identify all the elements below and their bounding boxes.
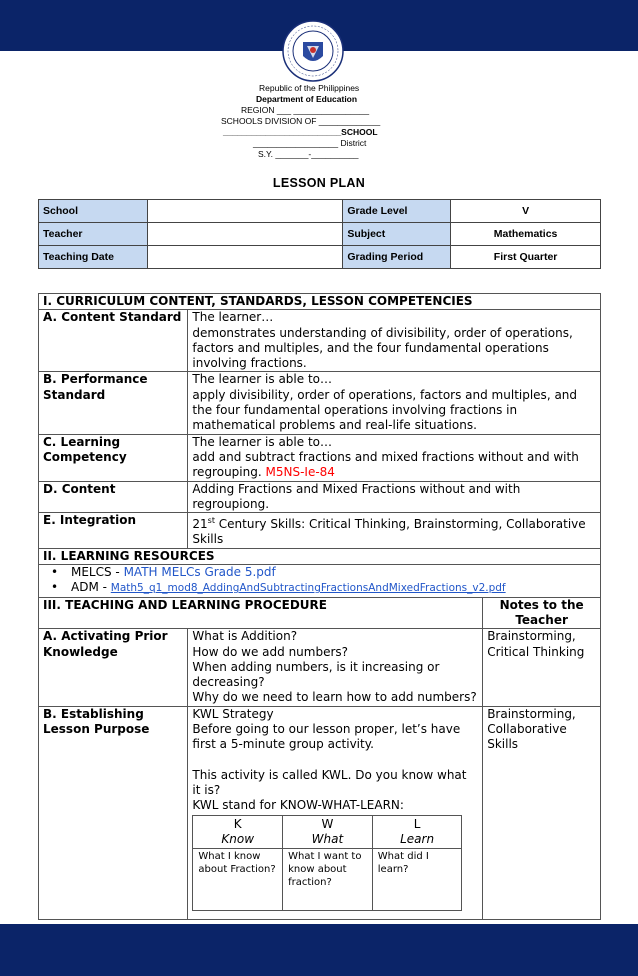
teacher-label: Teacher <box>39 223 148 246</box>
lesson-plan-table <box>38 293 601 920</box>
learning-competency-body <box>192 450 596 481</box>
teacher-value <box>147 223 343 246</box>
kwl-strategy-title: KWL Strategy <box>192 706 274 721</box>
content-standard-label: A. Content Standard <box>39 310 188 372</box>
republic-line: Republic of the Philippines <box>259 83 360 93</box>
bullet-icon: • <box>51 580 59 595</box>
district-line: __________________ District <box>253 138 367 148</box>
info-row-date <box>39 246 601 269</box>
activating-knowledge-cell <box>188 629 483 706</box>
resources-heading-row <box>39 548 601 564</box>
content-standard-text: demonstrates understanding of divisibility, order of operations, factors and multiples, and the four fundamental operations involving fractions. <box>192 325 573 371</box>
integration-row <box>39 513 601 549</box>
kwl-l-header <box>372 815 462 848</box>
performance-standard-text: apply divisibility, order of operations, factors and multiples, and the four fundamental operations involving fractions in mathematical problems and real-life situations. <box>192 387 578 433</box>
procedure-heading-row <box>39 597 601 629</box>
division-line: SCHOOLS DIVISION OF _____________ <box>221 116 381 126</box>
learning-competency-row <box>39 434 601 481</box>
learning-competency-text: add and subtract fractions and mixed fractions without and with regrouping. <box>192 449 579 480</box>
grading-period-value: First Quarter <box>451 246 601 269</box>
school-label: School <box>39 200 148 223</box>
school-value <box>147 200 343 223</box>
lesson-purpose-notes: Brainstorming, Collaborative Skills <box>483 706 601 919</box>
learning-competency-cell <box>188 434 601 481</box>
melcs-link[interactable]: MATH MELCs Grade 5.pdf <box>123 565 276 580</box>
teaching-date-label: Teaching Date <box>39 246 148 269</box>
performance-standard-intro: The learner is able to… <box>192 372 333 387</box>
integration-text: Century Skills: Critical Thinking, Brainstorming, Collaborative Skills <box>192 517 586 547</box>
integration-number: 21 <box>192 517 208 532</box>
lesson-plan-title: LESSON PLAN <box>272 176 366 190</box>
competency-code: M5NS-Ie-84 <box>265 465 335 480</box>
school-line: _________________________SCHOOL <box>223 127 378 137</box>
activating-knowledge-label: A. Activating Prior Knowledge <box>39 629 188 706</box>
learning-competency-intro: The learner is able to… <box>192 434 333 449</box>
question-3: When adding numbers, is it increasing or decreasing? <box>192 659 440 690</box>
kwl-definition: KWL stand for KNOW-WHAT-LEARN: <box>192 798 404 813</box>
integration-suffix: st <box>207 516 215 526</box>
region-line: REGION ___ ________________ <box>241 105 370 115</box>
resources-list-row <box>39 565 601 598</box>
lesson-info-table <box>38 199 601 269</box>
kwl-k-letter: K <box>233 816 242 831</box>
melcs-prefix: MELCS - <box>71 565 124 580</box>
content-label: D. Content <box>39 481 188 513</box>
curriculum-heading: I. CURRICULUM CONTENT, STANDARDS, LESSON COMPETENCIES <box>39 294 601 310</box>
bullet-icon: • <box>51 565 59 580</box>
lesson-purpose-label: B. Establishing Lesson Purpose <box>39 706 188 919</box>
activating-knowledge-row <box>39 629 601 706</box>
lesson-purpose-row <box>39 706 601 919</box>
resources-heading: II. LEARNING RESOURCES <box>39 548 601 564</box>
resource-item-adm <box>43 580 596 596</box>
kwl-k-header <box>193 815 283 848</box>
school-year-line: S.Y. _______-__________ <box>258 149 359 159</box>
learning-competency-label: C. Learning Competency <box>39 434 188 481</box>
kwl-activity: This activity is called KWL. Do you know what it is? <box>192 767 467 797</box>
activating-knowledge-notes: Brainstorming, Critical Thinking <box>483 629 601 706</box>
kwl-w-prompt: What I want to know about fraction? <box>283 848 373 910</box>
content-standard-row <box>39 310 601 372</box>
kwl-header-row <box>193 815 462 848</box>
notes-heading: Notes to the Teacher <box>483 597 601 629</box>
kwl-table <box>192 815 462 911</box>
question-1: What is Addition? <box>192 629 298 644</box>
kwl-l-letter: L <box>413 816 421 831</box>
grading-period-label: Grading Period <box>343 246 451 269</box>
curriculum-heading-row <box>39 294 601 310</box>
kwl-k-word: Know <box>221 831 255 846</box>
info-row-school <box>39 200 601 223</box>
kwl-w-word: What <box>311 831 344 846</box>
content-text: Adding Fractions and Mixed Fractions without and with regroupiong. <box>188 481 601 513</box>
bottom-banner <box>0 924 638 976</box>
question-4: Why do we need to learn how to add numbers? <box>192 690 477 705</box>
content-row <box>39 481 601 513</box>
teaching-date-value <box>147 246 343 269</box>
grade-level-value: V <box>451 200 601 223</box>
integration-label: E. Integration <box>39 513 188 549</box>
content-standard-intro: The learner… <box>192 310 274 325</box>
question-2: How do we add numbers? <box>192 644 349 659</box>
department-line: Department of Education <box>256 94 358 104</box>
resource-item-melcs <box>43 565 596 580</box>
performance-standard-row <box>39 372 601 434</box>
lesson-purpose-cell <box>188 706 483 919</box>
deped-seal-logo <box>282 20 344 82</box>
integration-cell <box>188 513 601 549</box>
performance-standard-cell <box>188 372 601 434</box>
adm-link[interactable]: Math5_q1_mod8_AddingAndSubtractingFractionsAndMixedFractions_v2.pdf <box>110 582 506 595</box>
kwl-l-prompt: What did I learn? <box>372 848 462 910</box>
procedure-heading: III. TEACHING AND LEARNING PROCEDURE <box>39 597 483 629</box>
resources-list <box>39 565 601 598</box>
grade-level-label: Grade Level <box>343 200 451 223</box>
info-row-teacher <box>39 223 601 246</box>
kwl-w-header <box>283 815 373 848</box>
subject-label: Subject <box>343 223 451 246</box>
kwl-intro: Before going to our lesson proper, let’s have first a 5-minute group activity. <box>192 722 461 752</box>
subject-value: Mathematics <box>451 223 601 246</box>
content-standard-cell <box>188 310 601 372</box>
kwl-l-word: Learn <box>400 831 435 846</box>
performance-standard-label: B. Performance Standard <box>39 372 188 434</box>
kwl-prompt-row <box>193 848 462 910</box>
kwl-k-prompt: What I know about Fraction? <box>193 848 283 910</box>
adm-prefix: ADM - <box>71 580 111 595</box>
kwl-w-letter: W <box>321 816 334 831</box>
